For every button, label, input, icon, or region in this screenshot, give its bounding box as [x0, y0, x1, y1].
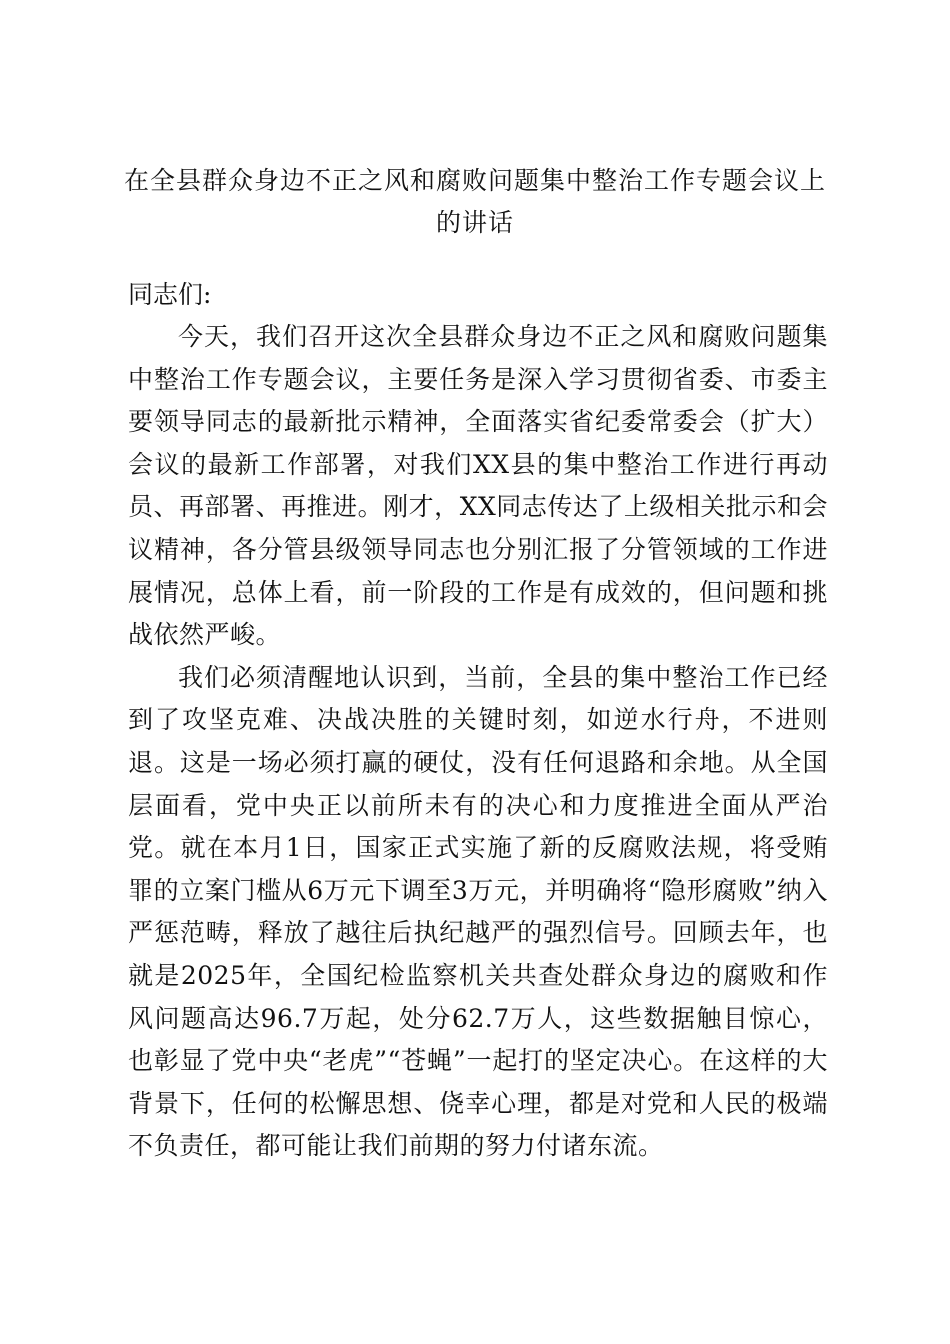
document-title — [120, 160, 830, 244]
paragraph-2: 我们必须清醒地认识到，当前，全县的集中整治工作已经到了攻坚克难、决战决胜的关键时刻，如逆水行舟，不进则退。这是一场必须打赢的硬仗，没有任何退路和余地。从全国层面看，党中央正以前所未有的决心和力度推进全面从严治党。就在本月1日，国家正式实施了新的反腐败法规，将受贿罪的立案门槛从6万元下调至3万元，并明确将“隐形腐败”纳入严惩范畴，释放了越往后执纪越严的强烈信号。回顾去年，也就是2025年，全国纪检监察机关共查处群众身边的腐败和作风问题高达96.7万起，处分62.7万人，这些数据触目惊心，也彰显了党中央“老虎”“苍蝇”一起打的坚定决心。在这样的大背景下，任何的松懈思想、侥幸心理，都是对党和人民的极端不负责任，都可能让我们前期的努力付诸东流。 — [128, 662, 828, 1161]
paragraph-1: 今天，我们召开这次全县群众身边不正之风和腐败问题集中整治工作专题会议，主要任务是深入学习贯彻省委、市委主要领导同志的最新批示精神，全面落实省纪委常委会（扩大）会议的最新工作部署，对我们XX县的集中整治工作进行再动员、再部署、再推进。刚才，XX同志传达了上级相关批示和会议精神，各分管县级领导同志也分别汇报了分管领域的工作进展情况，总体上看，前一阶段的工作是有成效的，但问题和挑战依然严峻。 — [128, 322, 828, 650]
title-line-2: 的讲话 — [435, 208, 514, 237]
salutation: 同志们: — [128, 280, 212, 309]
document-body — [128, 316, 828, 1168]
title-line-1: 在全县群众身边不正之风和腐败问题集中整治工作专题会议上 — [123, 166, 826, 195]
